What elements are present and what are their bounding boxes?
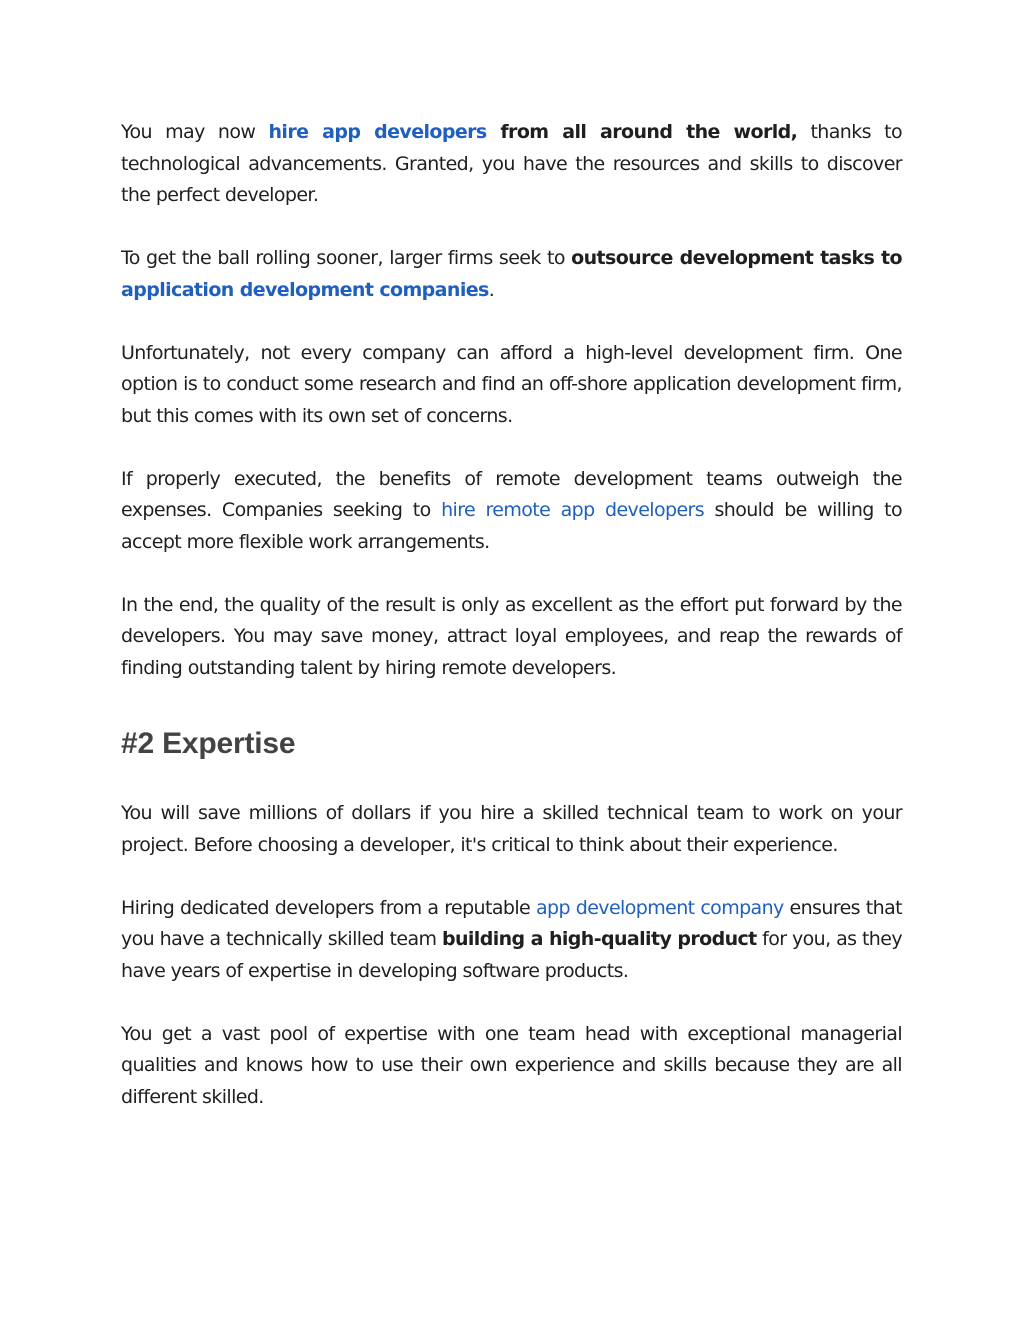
paragraph-text: Unfortunately, not every company can afford a high-level development firm. One option is to conduct some research and find an off-shore application development firm, but this comes with its own set of concerns. bbox=[121, 341, 902, 427]
paragraph-text: You get a vast pool of expertise with one team head with exceptional managerial qualities and knows how to use their own experience and skills because they are all different skilled. bbox=[121, 1022, 902, 1108]
section-heading: #2 Expertise bbox=[121, 727, 296, 760]
paragraph-text: In the end, the quality of the result is only as excellent as the effort put forward by the developers. You may save money, attract loyal employees, and reap the rewards of finding outstanding talent by hiring remote developers. bbox=[121, 593, 902, 679]
application-development-companies-link[interactable]: application development companies bbox=[121, 278, 489, 301]
bold-text: building a high-quality product bbox=[441, 928, 757, 950]
paragraph-afford bbox=[121, 338, 902, 433]
paragraph-quality bbox=[121, 590, 902, 685]
paragraph-text: thanks to technological advancements. Granted, you have the resources and skills to discover the perfect developer. bbox=[121, 121, 902, 206]
paragraph-text: ensures that you have a technically skilled team bbox=[121, 896, 902, 950]
paragraph-text: Hiring dedicated developers from a reputable bbox=[121, 896, 536, 919]
paragraph-text: To get the ball rolling sooner, larger firms seek to bbox=[121, 247, 572, 269]
paragraph-text: . bbox=[488, 278, 495, 301]
paragraph-text: You will save millions of dollars if you hire a skilled technical team to work on your project. Before choosing a developer, it's critical to think about their experience. bbox=[121, 802, 902, 856]
paragraph-outsource bbox=[121, 243, 902, 306]
paragraph-remote-benefits bbox=[121, 464, 902, 559]
paragraph-dedicated-developers bbox=[121, 893, 902, 988]
document-page bbox=[121, 117, 902, 1145]
app-development-company-link[interactable]: app development company bbox=[535, 896, 784, 919]
paragraph-save-millions bbox=[121, 798, 902, 861]
hire-remote-app-developers-link[interactable]: hire remote app developers bbox=[441, 499, 705, 521]
paragraph-expertise-pool bbox=[121, 1019, 902, 1114]
bold-text: from all around the world, bbox=[486, 121, 798, 143]
paragraph-hire-developers bbox=[121, 117, 902, 212]
paragraph-text: for you, as they have years of expertise in developing software products. bbox=[121, 928, 902, 982]
hire-app-developers-link[interactable]: hire app developers bbox=[268, 121, 487, 143]
paragraph-text: You may now bbox=[121, 121, 269, 143]
paragraph-text: If properly executed, the benefits of remote development teams outweigh the expenses. Companies seeking to bbox=[121, 467, 902, 521]
paragraph-text: should be willing to accept more flexible work arrangements. bbox=[121, 499, 902, 553]
bold-text: outsource development tasks to bbox=[571, 247, 902, 269]
